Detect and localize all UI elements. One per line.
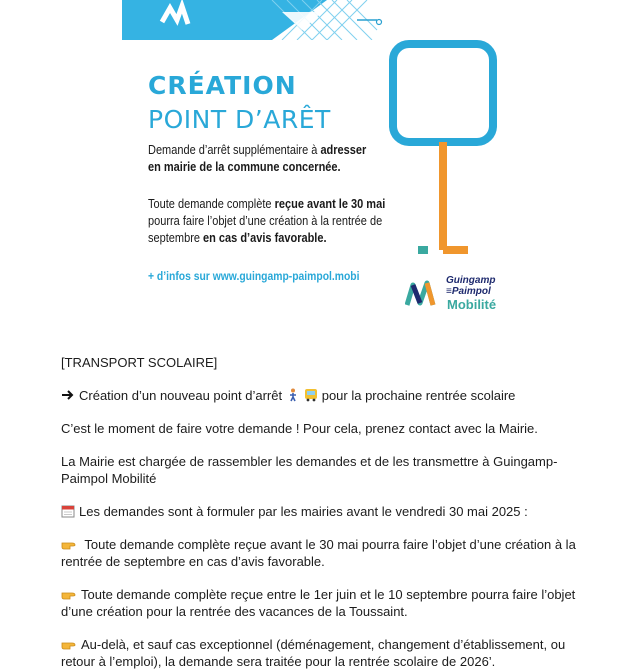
- poster-title-line1: CRÉATION: [148, 71, 297, 100]
- post-line-demande: C’est le moment de faire votre demande ! Pour cela, prenez contact avec la Mairie.: [61, 421, 538, 436]
- logo-text-paimpol: ≡Paimpol: [446, 286, 491, 297]
- post-line-bullet1-2: rentrée de septembre en cas d’avis favorable.: [61, 554, 325, 569]
- poster-banner: [122, 0, 387, 40]
- post-line-mairie-2: Paimpol Mobilité: [61, 471, 157, 486]
- poster-para2-line1: Toute demande complète reçue avant le 30 mai: [148, 197, 386, 211]
- poster-para2-line3: septembre en cas d’avis favorable.: [148, 231, 327, 245]
- post-line-deadline: Les demandes sont à formuler par les mairies avant le vendredi 30 mai 2025 :: [61, 503, 631, 520]
- logo-text-mobilite: Mobilité: [447, 297, 497, 312]
- post-heading: [TRANSPORT SCOLAIRE]: [61, 355, 218, 370]
- post-line-bullet3-1: Au-delà, et sauf cas exceptionnel (déménagement, changement d’établissement, ou: [61, 636, 631, 653]
- poster-para1-line2: en mairie de la commune concernée.: [148, 160, 341, 174]
- post-line-bullet2-1: Toute demande complète reçue entre le 1er juin et le 10 septembre pourra faire l’objet: [61, 586, 631, 603]
- logo-text-guingamp: Guingamp: [446, 275, 496, 286]
- arrow-right-icon: [61, 388, 75, 402]
- poster-para1-line1: Demande d’arrêt supplémentaire à adresser: [148, 143, 367, 157]
- post-line-mairie-1: La Mairie est chargée de rassembler les demandes et de les transmettre à Guingamp-: [61, 454, 558, 469]
- bus-stop-icon: [384, 36, 504, 262]
- pedestrian-icon: [286, 388, 300, 402]
- post-line-bullet3-2: retour à l’emploi), la demande sera traitée pour la rentrée scolaire de 2026’.: [61, 654, 496, 669]
- pointing-hand-icon: [61, 587, 77, 601]
- poster-info-link: + d’infos sur www.guingamp-paimpol.mobi: [148, 271, 360, 283]
- post-body: [61, 354, 631, 670]
- pointing-hand-icon: [61, 537, 77, 551]
- bus-icon: [304, 388, 318, 402]
- pointing-hand-icon: [61, 637, 77, 651]
- post-line-bullet2-2: d’une création pour la rentrée des vacances de la Toussaint.: [61, 604, 408, 619]
- poster-title-line2: POINT D’ARÊT: [148, 105, 331, 134]
- poster-image: [122, 0, 520, 322]
- calendar-icon: [61, 504, 75, 518]
- post-line-creation: Création d’un nouveau point d’arrêt pour la prochaine rentrée scolaire: [61, 387, 631, 404]
- poster-para2-line2: pourra faire l’objet d’une création à la rentrée de: [148, 214, 383, 228]
- post-line-bullet1-1: Toute demande complète reçue avant le 30 mai pourra faire l’objet d’une création à la: [61, 536, 631, 553]
